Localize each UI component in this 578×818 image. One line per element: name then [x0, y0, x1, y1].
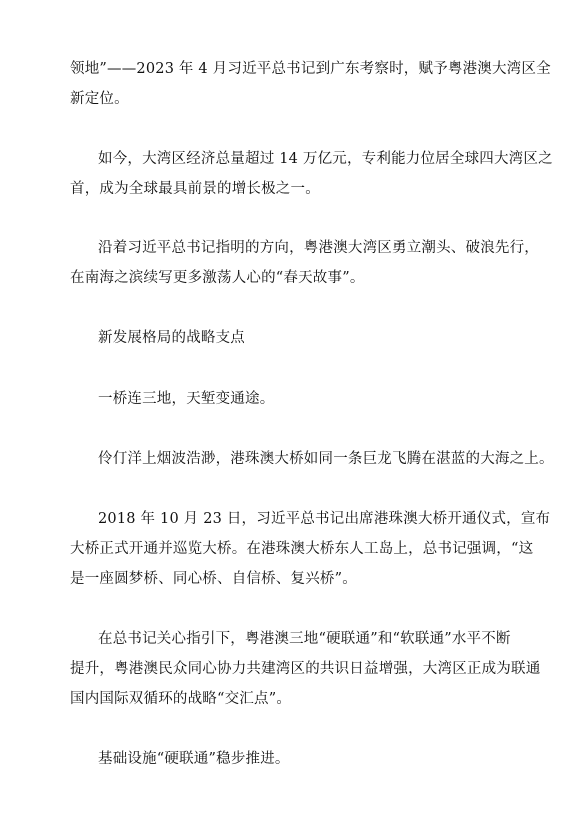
- paragraph-line: 首，成为全球最具前景的增长极之一。: [70, 181, 320, 197]
- paragraph-line: 在总书记关心指引下，粤港澳三地“硬联通”和“软联通”水平不断: [98, 631, 511, 647]
- paragraph-bridge-intro: [70, 384, 520, 414]
- paragraph-line: 如今，大湾区经济总量超过 14 万亿元，专利能力位居全球四大湾区之: [98, 151, 553, 167]
- paragraph-line: 沿着习近平总书记指明的方向，粤港澳大湾区勇立潮头、破浪先行，: [98, 240, 539, 256]
- paragraph-economy: [70, 144, 553, 204]
- paragraph-continuation: [70, 54, 551, 114]
- paragraph-infrastructure: [70, 744, 520, 774]
- paragraph-line: 2018 年 10 月 23 日，习近平总书记出席港珠澳大桥开通仪式，宣布: [98, 511, 551, 527]
- subheading-text: 新发展格局的战略支点: [98, 330, 245, 346]
- paragraph-line: 一桥连三地，天堑变通途。: [98, 391, 275, 407]
- paragraph-bridge-opening: [70, 504, 551, 594]
- paragraph-line: 领地”——2023 年 4 月习近平总书记到广东考察时，赋予粤港澳大湾区全: [70, 61, 551, 77]
- paragraph-line: 伶仃洋上烟波浩渺，港珠澳大桥如同一条巨龙飞腾在湛蓝的大海之上。: [98, 451, 554, 467]
- paragraph-line: 提升，粤港澳民众同心协力共建湾区的共识日益增强，大湾区正成为联通: [70, 661, 541, 677]
- paragraph-line: 新定位。: [70, 91, 129, 107]
- section-subheading: [70, 323, 520, 353]
- paragraph-line: 大桥正式开通并巡览大桥。在港珠澳大桥东人工岛上，总书记强调，“这: [70, 541, 534, 557]
- paragraph-line: 在南海之滨续写更多激荡人心的“春天故事”。: [70, 270, 365, 286]
- paragraph-connectivity: [70, 624, 541, 714]
- paragraph-direction: [70, 233, 539, 293]
- paragraph-line: 基础设施“硬联通”稳步推进。: [98, 751, 290, 767]
- paragraph-line: 国内国际双循环的战略“交汇点”。: [70, 691, 292, 707]
- paragraph-lingding: [70, 444, 554, 474]
- paragraph-line: 是一座圆梦桥、同心桥、自信桥、复兴桥”。: [70, 571, 357, 587]
